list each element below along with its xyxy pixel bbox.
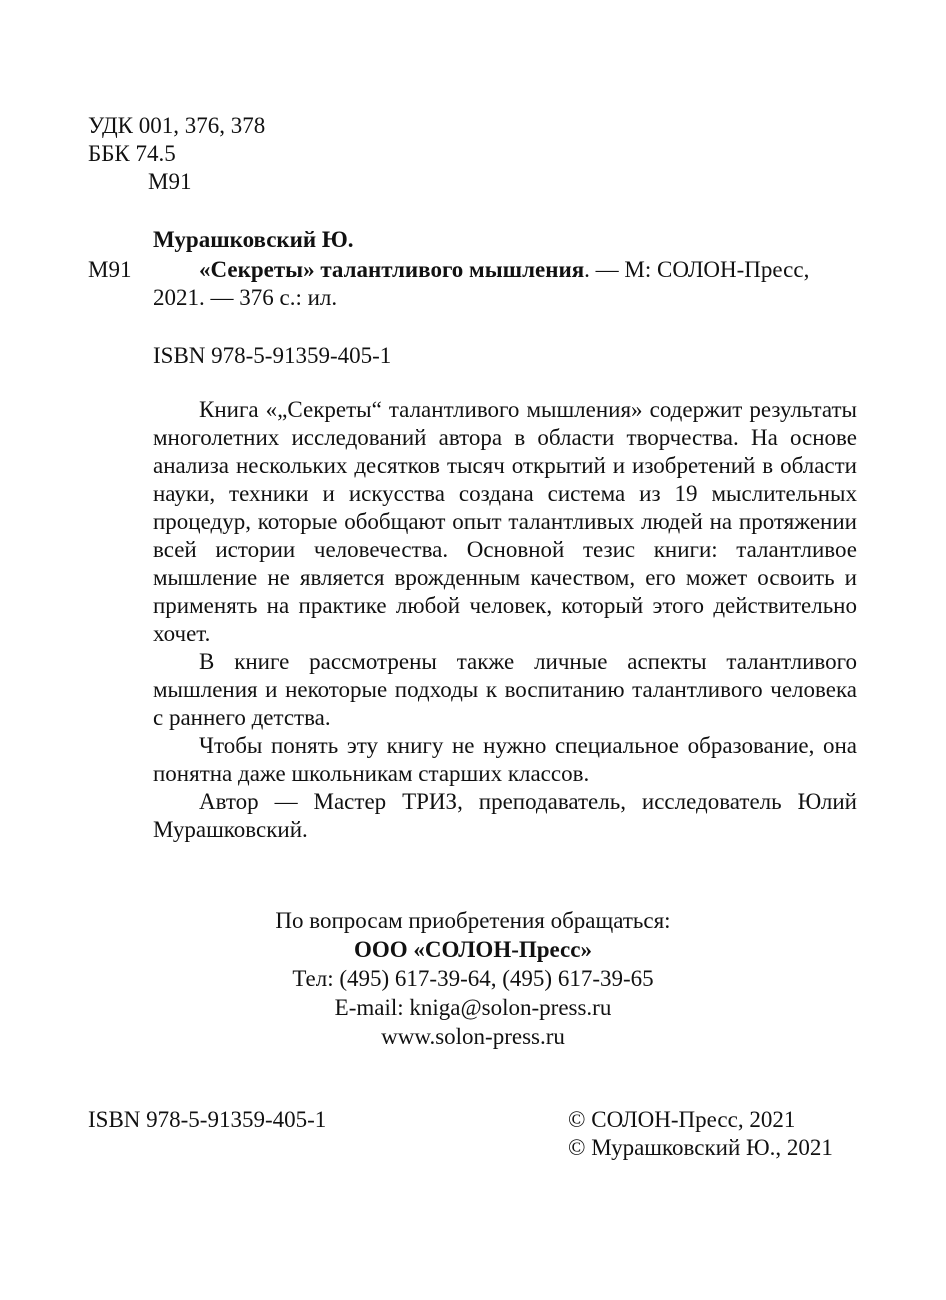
bib-mark: М91	[88, 257, 132, 282]
bbk-line: ББК 74.5	[88, 141, 176, 166]
contacts-website: www.solon-press.ru	[381, 1024, 565, 1049]
copyright-publisher: © СОЛОН-Пресс, 2021	[568, 1107, 796, 1132]
footer-isbn: ISBN 978-5-91359-405-1	[88, 1107, 327, 1132]
publication-year-pages: 2021. — 376 с.: ил.	[153, 285, 338, 310]
book-title: «Секреты» талантливого мышления	[199, 257, 585, 282]
publication-info: . — М: СОЛОН-Пресс,	[584, 257, 810, 282]
contacts-intro: По вопросам приобретения обращаться:	[275, 908, 671, 933]
bib-title-line	[199, 256, 809, 284]
contacts-phone: Тел: (495) 617-39-64, (495) 617-39-65	[292, 966, 654, 991]
annotation-paragraph: Чтобы понять эту книгу не нужно специальное образование, она понятна даже школьникам старших классов.	[153, 733, 857, 786]
contacts-block	[0, 906, 946, 1051]
author-mark-top: М91	[148, 169, 192, 194]
annotation-paragraph: Книга «„Секреты“ талантливого мышления» содержит результаты многолетних исследований автора в области творчества. На основе анализа нескольких десятков тысяч открытий и изобретений в области науки, техники и искусства создана система из 19 мыслительных процедур, которые обобщают опыт талантливых людей на протяжении всей истории человечества. Основной тезис книги: талантливое мышление не является врожденным качеством, его может освоить и применять на практике любой человек, который этого действительно хочет.	[153, 397, 857, 646]
contacts-company: ООО «СОЛОН-Пресс»	[354, 937, 592, 962]
copyright-author: © Мурашковский Ю., 2021	[568, 1135, 833, 1160]
annotation-paragraph: Автор — Мастер ТРИЗ, преподаватель, исследователь Юлий Мурашковский.	[153, 789, 857, 842]
bib-author: Мурашковский Ю.	[153, 227, 354, 252]
contacts-email: E-mail: kniga@solon-press.ru	[334, 995, 612, 1020]
annotation-paragraph: В книге рассмотрены также личные аспекты талантливого мышления и некоторые подходы к воспитанию талантливого человека с раннего детства.	[153, 649, 857, 730]
bib-isbn: ISBN 978-5-91359-405-1	[153, 343, 392, 368]
udk-line: УДК 001, 376, 378	[88, 113, 266, 138]
